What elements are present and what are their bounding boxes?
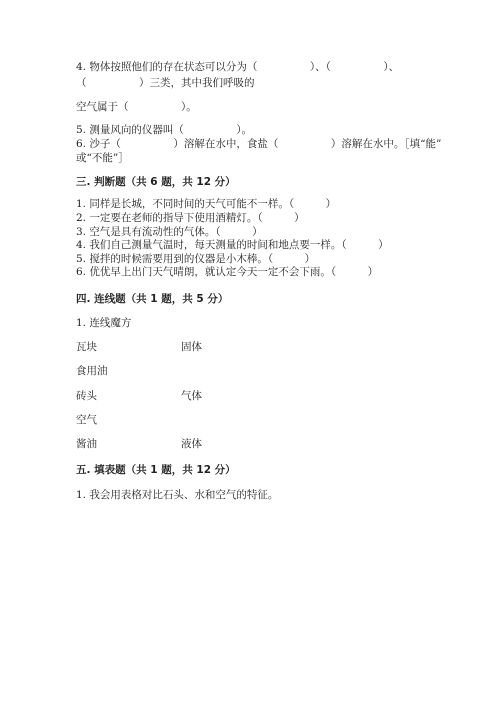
question-6-line-2: 或“不能”］ bbox=[76, 152, 129, 164]
matching-left-item-1: 瓦块 bbox=[76, 341, 97, 353]
judge-item-5: 5. 搅拌的时候需要用到的仪器是小木棒。（ ） bbox=[76, 253, 316, 265]
matching-right-item-1: 固体 bbox=[181, 341, 202, 353]
judge-item-2: 2. 一定要在老师的指导下使用酒精灯。（ ） bbox=[76, 212, 305, 224]
matching-left-item-3: 砖头 bbox=[76, 390, 97, 402]
judge-item-6: 6. 优优早上出门天气晴朗，就认定今天一定不会下雨。（ ） bbox=[76, 266, 379, 278]
question-5: 5. 测量风向的仪器叫（ ）。 bbox=[76, 124, 253, 136]
judge-item-4: 4. 我们自己测量气温时，每天测量的时间和地点要一样。（ ） bbox=[76, 239, 389, 251]
matching-left-item-4: 空气 bbox=[76, 414, 97, 426]
judge-item-1: 1. 同样是长城，不同时间的天气可能不一样。（ ） bbox=[76, 198, 337, 210]
matching-question-label: 1. 连线魔方 bbox=[76, 317, 132, 329]
question-6-line-1: 6. 沙子（ ）溶解在水中，食盐（ ）溶解在水中。［填“能” bbox=[76, 138, 442, 150]
section-4-title: 四. 连线题（共 1 题，共 5 分） bbox=[76, 293, 229, 305]
question-4-line-1: 4. 物体按照他们的存在状态可以分为（ ）、（ ）、 bbox=[76, 61, 400, 73]
section-5-title: 五. 填表题（共 1 题，共 12 分） bbox=[76, 464, 236, 476]
matching-right-item-2: 气体 bbox=[181, 390, 202, 402]
question-4-line-2: （ ）三类，其中我们呼吸的 bbox=[76, 77, 255, 89]
section-3-title: 三. 判断题（共 6 题，共 12 分） bbox=[76, 176, 236, 188]
table-question-1: 1. 我会用表格对比石头、水和空气的特征。 bbox=[76, 489, 279, 501]
matching-left-item-5: 酱油 bbox=[76, 438, 97, 450]
matching-left-item-2: 食用油 bbox=[76, 365, 108, 377]
matching-right-item-3: 液体 bbox=[181, 438, 202, 450]
judge-item-3: 3. 空气是具有流动性的气体。（ ） bbox=[76, 226, 263, 238]
question-4-line-3: 空气属于（ ）。 bbox=[76, 101, 197, 113]
